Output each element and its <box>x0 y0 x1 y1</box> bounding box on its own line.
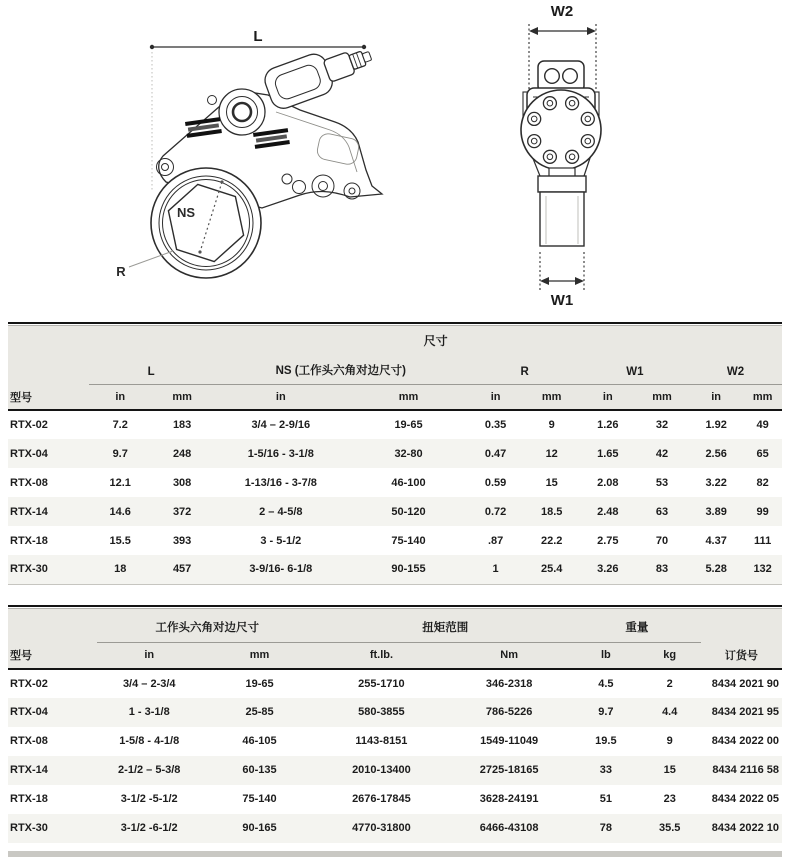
spacer-cell <box>8 354 89 384</box>
torque-table <box>8 609 782 843</box>
cell: 9.7 <box>598 706 614 718</box>
table-row <box>8 410 782 439</box>
cell: 7.2 <box>112 419 128 431</box>
cell: 35.5 <box>659 822 681 834</box>
cell: 12.1 <box>109 476 131 489</box>
cell: 580-3855 <box>358 706 405 718</box>
cell: 3-1/2 -6-1/2 <box>120 822 178 834</box>
cell: 3.89 <box>705 505 727 518</box>
unit-header: mm <box>201 643 317 669</box>
cell: 0.72 <box>484 505 507 518</box>
table-row <box>8 555 782 584</box>
cell: 1.65 <box>597 447 619 460</box>
group-header-W2: W2 <box>689 354 782 384</box>
cell: 15.5 <box>109 534 131 547</box>
cell: 90-165 <box>242 822 277 834</box>
table-row <box>8 526 782 555</box>
cell: 75-140 <box>391 534 426 547</box>
cell: 25-85 <box>245 706 274 718</box>
cell: 0.59 <box>484 476 507 489</box>
cell: 65 <box>756 447 769 460</box>
cell: 393 <box>172 534 192 547</box>
group-header-row <box>8 609 782 643</box>
table-row <box>8 669 782 698</box>
cell: 2.48 <box>597 505 619 518</box>
cell: 2.75 <box>597 534 619 547</box>
cell: 19-65 <box>394 419 423 431</box>
spacer-cell <box>8 326 89 354</box>
unit-header: mm <box>635 384 689 410</box>
group-header-torque-range: 扭矩范围 <box>318 609 573 643</box>
cell: 2725-18165 <box>479 764 539 776</box>
cell: 12 <box>545 447 558 460</box>
table-row <box>8 468 782 497</box>
cell: 19.5 <box>595 735 617 747</box>
order-number-cell: 8434 2022 05 <box>711 793 779 805</box>
cell: 42 <box>655 447 669 460</box>
cell: 51 <box>599 793 612 805</box>
cell: 2-1/2 – 5-3/8 <box>118 764 181 776</box>
cell: 15 <box>663 764 676 776</box>
cell: 1143-8151 <box>355 735 408 747</box>
cell: 60-135 <box>242 764 277 776</box>
cell: 1.26 <box>597 419 619 431</box>
unit-header: mm <box>349 384 469 410</box>
group-header-L: L <box>89 354 213 384</box>
model-cell: RTX-04 <box>10 447 48 460</box>
cell: 1 <box>469 555 523 584</box>
order-number-cell: 8434 2022 10 <box>711 822 779 834</box>
unit-header: in <box>213 384 348 410</box>
model-header: 型号 <box>8 643 97 669</box>
unit-header-row <box>8 643 782 669</box>
unit-header: ft.lb. <box>318 643 446 669</box>
cell: 3/4 – 2-3/4 <box>122 677 176 690</box>
cell: 4770-31800 <box>352 822 411 834</box>
cell: 83 <box>635 555 689 584</box>
model-cell: RTX-08 <box>10 735 48 747</box>
model-cell: RTX-30 <box>10 822 48 834</box>
unit-header: in <box>581 384 635 410</box>
unit-header: mm <box>743 384 782 410</box>
cell: 3.26 <box>581 555 635 584</box>
table1-title: 尺寸 <box>423 333 448 348</box>
cell: 1-5/16 - 3-1/8 <box>247 447 314 460</box>
model-cell: RTX-02 <box>10 677 48 690</box>
model-cell: RTX-30 <box>8 555 89 584</box>
model-header: 型号 <box>8 384 89 410</box>
cell: 23 <box>663 793 676 805</box>
cell: 308 <box>172 476 192 489</box>
cell: 1 - 3-1/8 <box>128 706 170 718</box>
cell: 82 <box>756 476 769 489</box>
table-row <box>8 698 782 727</box>
cell: 70 <box>655 534 669 547</box>
cell: 457 <box>151 555 213 584</box>
group-header-weight: 重量 <box>573 609 701 643</box>
dimensions-table-section <box>8 322 782 585</box>
table-row <box>8 785 782 814</box>
unit-header: in <box>89 384 151 410</box>
cell: 75-140 <box>242 793 277 805</box>
cell: 46-105 <box>242 735 277 747</box>
cell: 18 <box>89 555 151 584</box>
cell: 18.5 <box>540 505 563 518</box>
front-view-drawing <box>521 24 601 292</box>
group-header-hex-size: 工作头六角对边尺寸 <box>97 609 318 643</box>
order-number-cell: 8434 2021 90 <box>711 677 779 690</box>
cell: 6466-43108 <box>479 822 539 834</box>
order-number-cell: 8434 2021 95 <box>711 706 779 718</box>
cell: .87 <box>487 534 504 547</box>
unit-header: in <box>689 384 743 410</box>
cell: 3-9/16- 6-1/8 <box>213 555 348 584</box>
dim-label-length: L <box>253 28 263 45</box>
cell: 346-2318 <box>485 677 533 690</box>
model-cell: RTX-18 <box>10 793 48 805</box>
cell: 2010-13400 <box>352 764 411 776</box>
unit-header: Nm <box>445 643 573 669</box>
cell: 1-13/16 - 3-7/8 <box>244 476 317 489</box>
cell: 32 <box>655 419 669 431</box>
cell: 5.28 <box>689 555 743 584</box>
cell: 4.5 <box>598 677 614 690</box>
group-header-R: R <box>469 354 581 384</box>
hex-size-label: NS <box>176 205 196 220</box>
cell: 19-65 <box>245 677 274 690</box>
order-header: 订货号 <box>701 643 782 669</box>
cell: 183 <box>172 419 192 431</box>
unit-header: kg <box>639 643 701 669</box>
cell: 33 <box>599 764 612 776</box>
cell: 22.2 <box>540 534 563 547</box>
unit-header: lb <box>573 643 639 669</box>
cell: 3-1/2 -5-1/2 <box>120 793 178 805</box>
cell: 3 - 5-1/2 <box>260 534 302 547</box>
cell: 1549-11049 <box>480 735 539 747</box>
table-row <box>8 756 782 785</box>
unit-header: in <box>469 384 523 410</box>
cell: 3.22 <box>705 476 727 489</box>
dimensions-table <box>8 326 782 585</box>
model-cell: RTX-04 <box>10 706 48 718</box>
technical-drawings <box>0 0 790 322</box>
group-header-W1: W1 <box>581 354 689 384</box>
spacer-cell <box>701 609 782 643</box>
unit-header: mm <box>523 384 581 410</box>
cell: 3/4 – 2-9/16 <box>251 419 311 431</box>
cell: 3628-24191 <box>479 793 539 805</box>
cell: 111 <box>754 534 772 547</box>
table-row <box>8 727 782 756</box>
cell: 2.56 <box>705 447 727 460</box>
drawings-canvas <box>0 0 790 322</box>
radius-label: R <box>116 264 126 279</box>
unit-header: in <box>97 643 201 669</box>
cell: 1-5/8 - 4-1/8 <box>119 735 180 747</box>
torque-table-section <box>8 605 782 843</box>
cell: 4.4 <box>662 706 678 718</box>
cell: 99 <box>756 505 769 518</box>
cell: 0.35 <box>484 419 507 431</box>
side-view-drawing <box>129 36 382 278</box>
group-header-NS: NS (工作头六角对边尺寸) <box>213 354 468 384</box>
cell: 78 <box>599 822 612 834</box>
model-cell: RTX-02 <box>10 419 48 431</box>
model-cell: RTX-14 <box>10 505 48 518</box>
table-row <box>8 439 782 468</box>
cell: 4.37 <box>705 534 727 547</box>
cell: 786-5226 <box>485 706 533 718</box>
cell: 248 <box>172 447 192 460</box>
cell: 63 <box>655 505 669 518</box>
cell: 32-80 <box>394 447 423 460</box>
cell: 50-120 <box>391 505 426 518</box>
table-row <box>8 814 782 843</box>
unit-header-row <box>8 384 782 410</box>
model-cell: RTX-14 <box>10 764 48 776</box>
cell: 372 <box>172 505 192 518</box>
cell: 9 <box>548 419 555 431</box>
table-title-row <box>8 326 782 354</box>
cell: 0.47 <box>484 447 507 460</box>
order-number-cell: 8434 2022 00 <box>711 735 779 747</box>
cell: 2676-17845 <box>352 793 411 805</box>
cell: 90-155 <box>349 555 469 584</box>
unit-header: mm <box>151 384 213 410</box>
page-bottom-divider <box>8 851 782 857</box>
cell: 15 <box>545 476 558 489</box>
cell: 255-1710 <box>358 677 405 690</box>
cell: 9.7 <box>112 447 128 460</box>
spacer-cell <box>8 609 97 643</box>
cell: 2.08 <box>597 476 619 489</box>
cell: 132 <box>743 555 782 584</box>
model-cell: RTX-08 <box>10 476 48 489</box>
cell: 9 <box>666 735 673 747</box>
cell: 25.4 <box>523 555 581 584</box>
order-number-cell: 8434 2116 58 <box>712 764 779 776</box>
cell: 14.6 <box>109 505 131 518</box>
table-row <box>8 497 782 526</box>
cell: 2 <box>666 677 673 690</box>
cell: 1.92 <box>705 419 727 431</box>
cell: 49 <box>756 419 769 431</box>
group-header-row <box>8 354 782 384</box>
cell: 2 – 4-5/8 <box>259 505 303 518</box>
cell: 53 <box>655 476 669 489</box>
dim-label-top-width: W2 <box>550 3 574 20</box>
cell: 46-100 <box>391 476 426 489</box>
model-cell: RTX-18 <box>10 534 48 547</box>
dim-label-bottom-width: W1 <box>550 292 574 309</box>
